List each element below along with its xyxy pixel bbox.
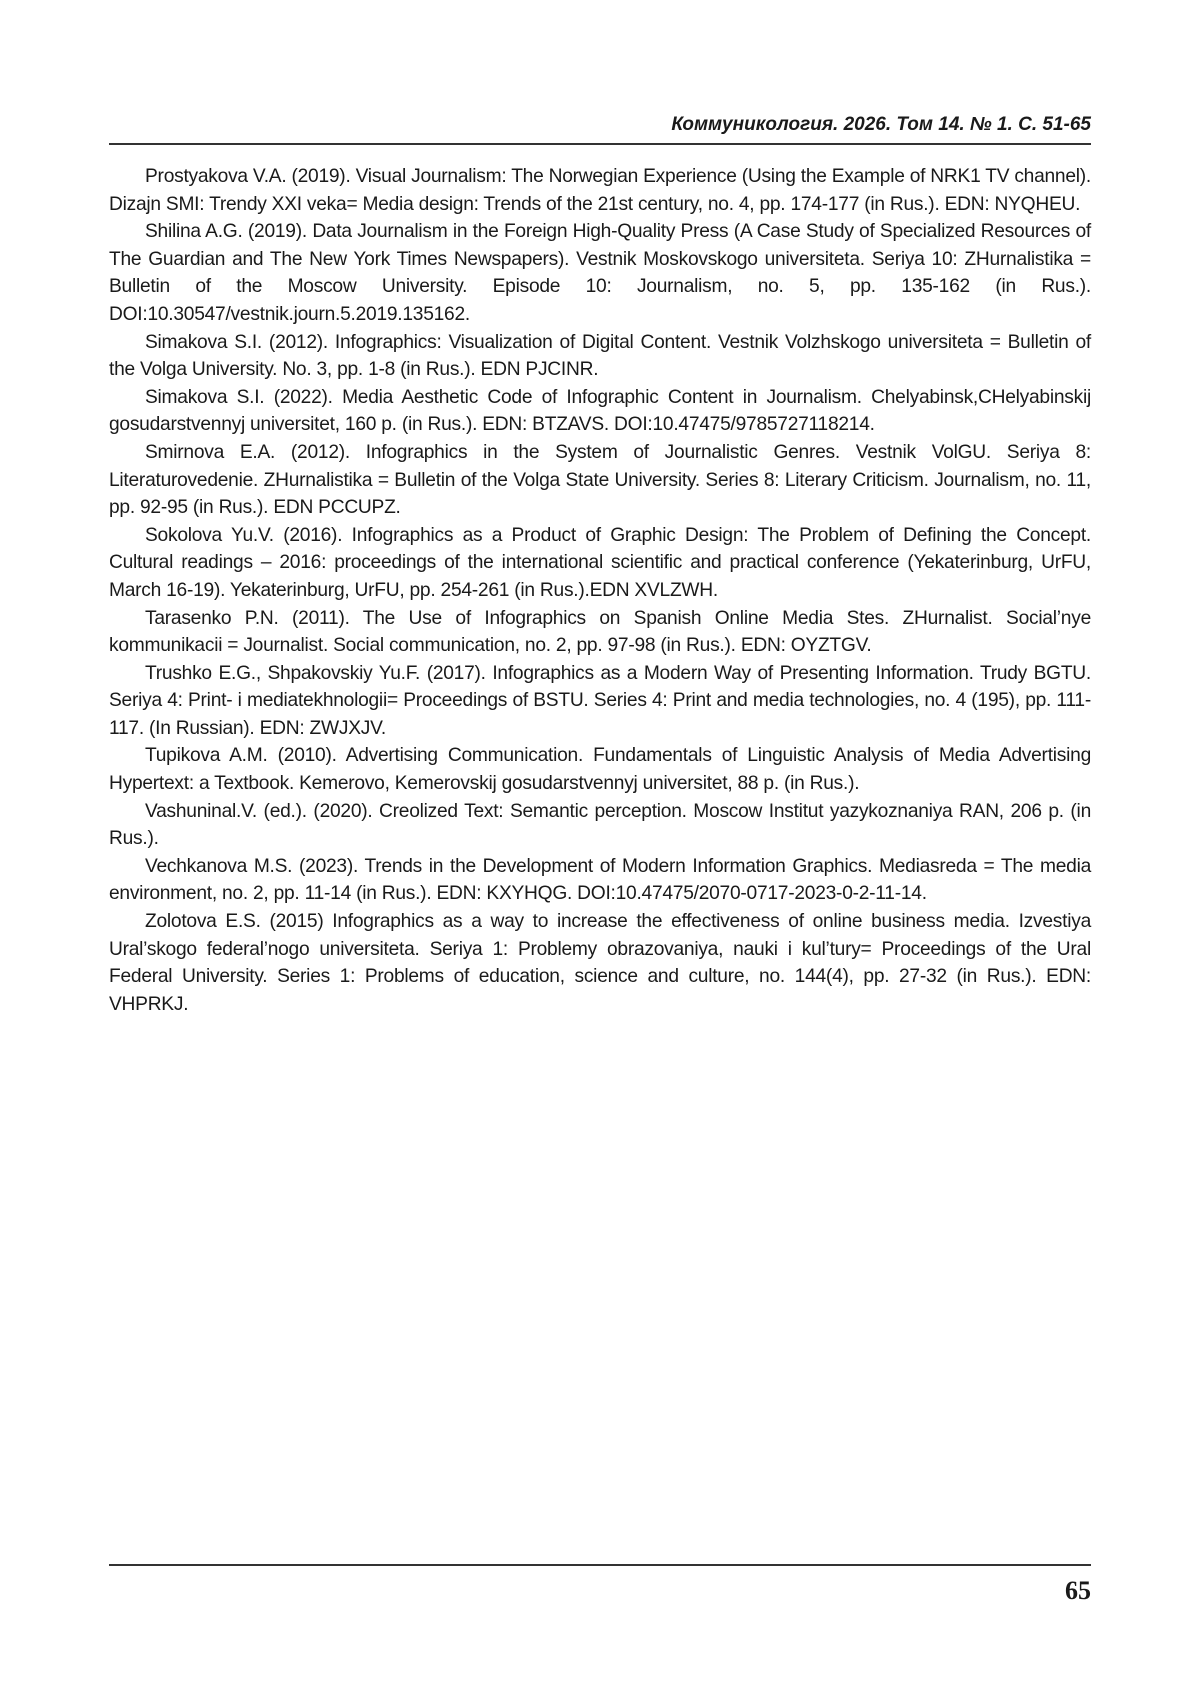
footer-rule <box>109 1564 1091 1566</box>
running-head: Коммуникология. 2026. Том 14. № 1. С. 51-65 <box>671 114 1091 135</box>
reference-entry: Vechkanova M.S. (2023). Trends in the Development of Modern Information Graphics. Mediasreda = The media environment, no. 2, pp. 11-14 (in Rus.). EDN: KXYHQG. DOI:10.47475/2070-0717-2023-0-2-11-14. <box>109 855 1091 905</box>
reference-entry: Vashuninal.V. (ed.). (2020). Creolized Text: Semantic perception. Moscow Institut yazykoznaniya RAN, 206 p. (in Rus.). <box>109 800 1091 850</box>
reference-entry: Sokolova Yu.V. (2016). Infographics as a Product of Graphic Design: The Problem of Defining the Concept. Cultural readings – 2016: proceedings of the international scientific and practical conference (Yekaterinburg, UrFU, March 16-19). Yekaterinburg, UrFU, pp. 254-261 (in Rus.).EDN XVLZWH. <box>109 524 1091 601</box>
reference-entry: Simakova S.I. (2012). Infographics: Visualization of Digital Content. Vestnik Volzhskogo universiteta = Bulletin of the Volga University. No. 3, pp. 1-8 (in Rus.). EDN PJCINR. <box>109 331 1091 381</box>
reference-entry: Smirnova E.A. (2012). Infographics in the System of Journalistic Genres. Vestnik VolGU. Seriya 8: Literaturovedenie. ZHurnalistika = Bulletin of the Volga State University. Series 8: Literary Criticism. Journalism, no. 11, pp. 92-95 (in Rus.). EDN PCCUPZ. <box>109 441 1091 519</box>
header-rule <box>109 143 1091 145</box>
reference-list <box>109 163 1091 1018</box>
reference-entry: Simakova S.I. (2022). Media Aesthetic Code of Infographic Content in Journalism. Chelyabinsk,CHelyabinskij gosudarstvennyj universitet, 160 p. (in Rus.). EDN: BTZAVS. DOI:10.47475/9785727118214. <box>109 386 1091 436</box>
reference-entry: Zolotova E.S. (2015) Infographics as a way to increase the effectiveness of online business media. Izvestiya Ural’skogo federal’nogo universiteta. Seriya 1: Problemy obrazovaniya, nauki i kul’tury= Proceedings of the Ural Federal University. Series 1: Problems of education, science and culture, no. 144(4), pp. 27-32 (in Rus.). EDN: VHPRKJ. <box>109 911 1091 1015</box>
reference-entry: Tupikova A.M. (2010). Advertising Communication. Fundamentals of Linguistic Analysis of Media Advertising Hypertext: a Textbook. Kemerovo, Kemerovskij gosudarstvennyj universitet, 88 p. (in Rus.). <box>109 745 1091 795</box>
reference-entry: Trushko E.G., Shpakovskiy Yu.F. (2017). Infographics as a Modern Way of Presenting Information. Trudy BGTU. Seriya 4: Print- i mediatekhnologii= Proceedings of BSTU. Series 4: Print and media technologies, no. 4 (195), pp. 111-117. (In Russian). EDN: ZWJXJV. <box>109 662 1091 739</box>
reference-entry: Shilina A.G. (2019). Data Journalism in the Foreign High-Quality Press (A Case Study of Specialized Resources of The Guardian and The New York Times Newspapers). Vestnik Moskovskogo universiteta. Seriya 10: ZHurnalistika = Bulletin of the Moscow University. Episode 10: Journalism, no. 5, pp. 135-162 (in Rus.). DOI:10.30547/vestnik.journ.5.2019.135162. <box>109 221 1091 325</box>
page-number: 65 <box>1065 1576 1091 1605</box>
reference-entry: Prostyakova V.A. (2019). Visual Journalism: The Norwegian Experience (Using the Example of NRK1 TV channel). Dizajn SMI: Trendy XXI veka= Media design: Trends of the 21st century, no. 4, pp. 174-177 (in Rus.). EDN: NYQHEU. <box>109 166 1092 215</box>
reference-entry: Tarasenko P.N. (2011). The Use of Infographics on Spanish Online Media Stes. ZHurnalist. Social’nye kommunikacii = Journalist. Social communication, no. 2, pp. 97-98 (in Rus.). EDN: OYZTGV. <box>109 607 1091 657</box>
